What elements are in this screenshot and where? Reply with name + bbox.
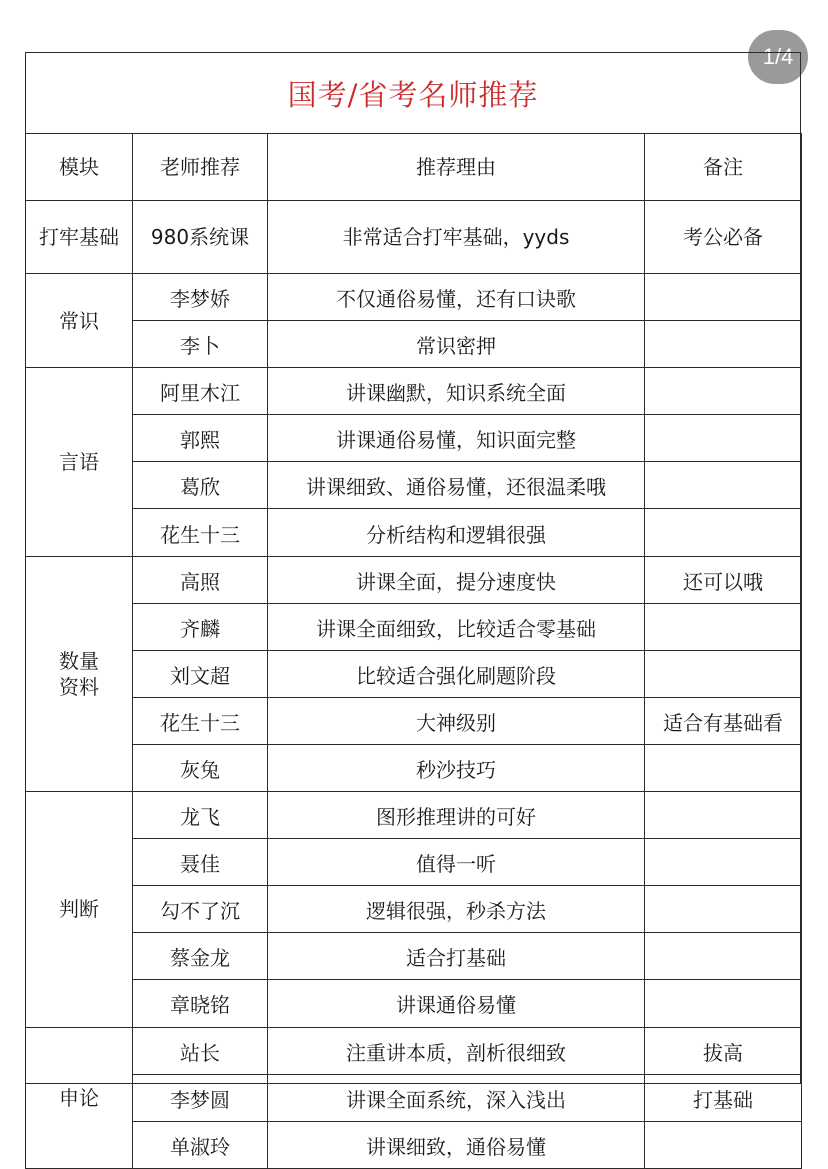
table-row xyxy=(26,839,802,886)
table-row xyxy=(26,697,802,744)
note-cell: 考公必备 xyxy=(645,201,802,274)
teacher-cell: 花生十三 xyxy=(133,509,268,556)
table-row xyxy=(26,933,802,980)
teacher-cell: 李梦圆 xyxy=(133,1074,268,1121)
note-cell: 还可以哦 xyxy=(645,556,802,603)
table-row xyxy=(26,321,802,368)
module-cell: 常识 xyxy=(26,274,133,368)
reason-cell: 注重讲本质，剖析很细致 xyxy=(268,1027,645,1074)
reason-cell: 图形推理讲的可好 xyxy=(268,792,645,839)
note-cell xyxy=(645,933,802,980)
teacher-cell: 刘文超 xyxy=(133,650,268,697)
teacher-cell: 980系统课 xyxy=(133,201,268,274)
reason-cell: 非常适合打牢基础，yyds xyxy=(268,201,645,274)
table-row xyxy=(26,1074,802,1121)
note-cell: 适合有基础看 xyxy=(645,697,802,744)
teacher-cell: 葛欣 xyxy=(133,462,268,509)
note-cell xyxy=(645,792,802,839)
note-cell xyxy=(645,886,802,933)
module-cell: 言语 xyxy=(26,368,133,556)
page-indicator-badge: 1/4 xyxy=(748,30,808,84)
note-cell: 打基础 xyxy=(645,1074,802,1121)
note-cell xyxy=(645,368,802,415)
table-row xyxy=(26,792,802,839)
reason-cell: 讲课全面细致，比较适合零基础 xyxy=(268,603,645,650)
module-cell: 打牢基础 xyxy=(26,201,133,274)
table-row xyxy=(26,886,802,933)
module-cell xyxy=(26,556,133,791)
note-cell xyxy=(645,462,802,509)
module-line-1: 数量 xyxy=(59,648,99,673)
reason-cell: 逻辑很强，秒杀方法 xyxy=(268,886,645,933)
teacher-cell: 站长 xyxy=(133,1027,268,1074)
table-row xyxy=(26,201,802,274)
table-row xyxy=(26,462,802,509)
teacher-cell: 郭熙 xyxy=(133,415,268,462)
table-row xyxy=(26,415,802,462)
header-teacher: 老师推荐 xyxy=(133,134,268,201)
note-cell xyxy=(645,274,802,321)
reason-cell: 比较适合强化刷题阶段 xyxy=(268,650,645,697)
table-row xyxy=(26,556,802,603)
table-header-row xyxy=(26,134,802,201)
teacher-cell: 灰兔 xyxy=(133,744,268,791)
teacher-cell: 龙飞 xyxy=(133,792,268,839)
recommendation-sheet xyxy=(25,52,801,1159)
teacher-cell: 李梦娇 xyxy=(133,274,268,321)
note-cell xyxy=(645,415,802,462)
note-cell xyxy=(645,603,802,650)
teacher-cell: 花生十三 xyxy=(133,697,268,744)
table-row xyxy=(26,1121,802,1168)
teacher-cell: 勾不了沉 xyxy=(133,886,268,933)
reason-cell: 讲课细致，通俗易懂 xyxy=(268,1121,645,1168)
table-row xyxy=(26,368,802,415)
teacher-cell: 高照 xyxy=(133,556,268,603)
table-row xyxy=(26,274,802,321)
note-cell xyxy=(645,839,802,886)
module-cell: 判断 xyxy=(26,792,133,1027)
table-row xyxy=(26,509,802,556)
header-module: 模块 xyxy=(26,134,133,201)
teacher-table xyxy=(25,133,802,1169)
table-row xyxy=(26,603,802,650)
module-cell: 申论 xyxy=(26,1027,133,1168)
header-reason: 推荐理由 xyxy=(268,134,645,201)
teacher-cell: 阿里木江 xyxy=(133,368,268,415)
note-cell xyxy=(645,744,802,791)
reason-cell: 讲课细致、通俗易懂，还很温柔哦 xyxy=(268,462,645,509)
reason-cell: 不仅通俗易懂，还有口诀歌 xyxy=(268,274,645,321)
teacher-cell: 章晓铭 xyxy=(133,980,268,1027)
reason-cell: 讲课全面系统，深入浅出 xyxy=(268,1074,645,1121)
sheet-title: 国考/省考名师推荐 xyxy=(26,53,800,134)
reason-cell: 秒沙技巧 xyxy=(268,744,645,791)
table-row xyxy=(26,980,802,1027)
note-cell: 拔高 xyxy=(645,1027,802,1074)
note-cell xyxy=(645,650,802,697)
reason-cell: 大神级别 xyxy=(268,697,645,744)
teacher-cell: 蔡金龙 xyxy=(133,933,268,980)
table-row xyxy=(26,1027,802,1074)
reason-cell: 分析结构和逻辑很强 xyxy=(268,509,645,556)
reason-cell: 讲课幽默，知识系统全面 xyxy=(268,368,645,415)
table-row xyxy=(26,744,802,791)
reason-cell: 讲课全面，提分速度快 xyxy=(268,556,645,603)
teacher-cell: 单淑玲 xyxy=(133,1121,268,1168)
table-row xyxy=(26,650,802,697)
header-note: 备注 xyxy=(645,134,802,201)
teacher-cell: 齐麟 xyxy=(133,603,268,650)
teacher-cell: 李卜 xyxy=(133,321,268,368)
reason-cell: 讲课通俗易懂 xyxy=(268,980,645,1027)
reason-cell: 讲课通俗易懂，知识面完整 xyxy=(268,415,645,462)
note-cell xyxy=(645,980,802,1027)
module-line-2: 资料 xyxy=(59,674,99,699)
reason-cell: 适合打基础 xyxy=(268,933,645,980)
reason-cell: 常识密押 xyxy=(268,321,645,368)
teacher-cell: 聂佳 xyxy=(133,839,268,886)
note-cell xyxy=(645,509,802,556)
note-cell xyxy=(645,321,802,368)
reason-cell: 值得一听 xyxy=(268,839,645,886)
note-cell xyxy=(645,1121,802,1168)
